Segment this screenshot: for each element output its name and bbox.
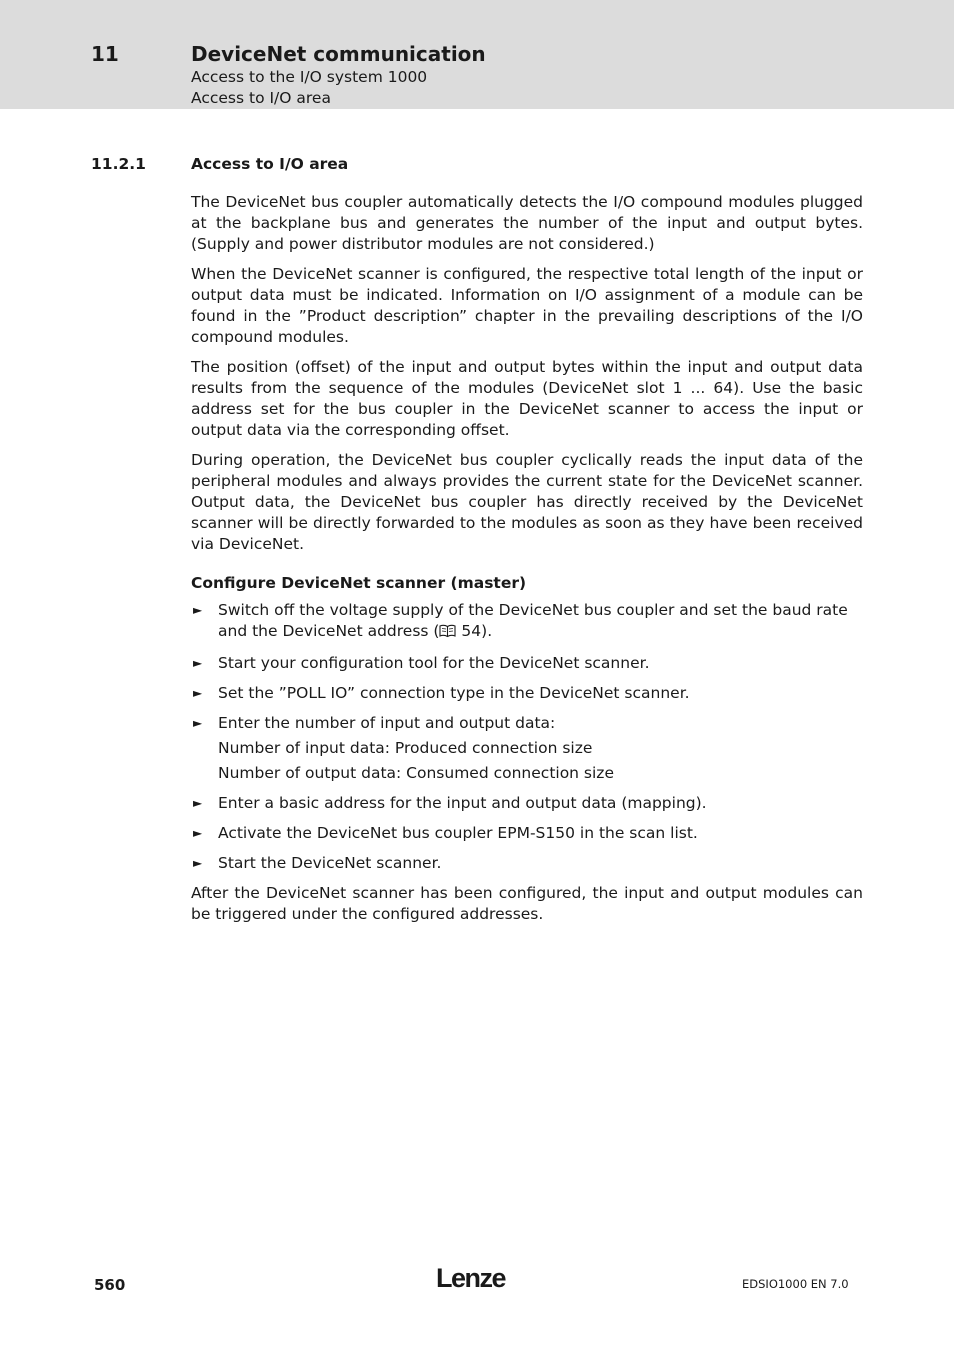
body-text (191, 192, 863, 934)
list-item (191, 653, 863, 674)
bullet-arrow-icon: ► (193, 656, 203, 670)
step-3-text: Set the ”POLL IO” connection type in the DeviceNet scanner. (218, 684, 690, 702)
paragraph-3: The position (offset) of the input and output bytes within the input and output data results from the sequence of the modules (DeviceNet slot 1 ... 64). Use the basic address set for the bus coupler in the DeviceNet scanner to access the input or output data via the corresponding offset. (191, 358, 863, 439)
chapter-subtitle-1: Access to the I/O system 1000 (191, 68, 428, 86)
step-1-end: ). (481, 622, 493, 640)
list-item (191, 713, 863, 784)
chapter-number: 11 (91, 42, 119, 66)
step-7-text: Start the DeviceNet scanner. (218, 854, 442, 872)
bullet-arrow-icon: ► (193, 796, 203, 810)
paragraph-1: The DeviceNet bus coupler automatically detects the I/O compound modules plugged at the backplane bus and generates the number of the input and output bytes. (Supply and power distributor modules are not considered.) (191, 193, 863, 253)
list-item (191, 793, 863, 814)
bullet-arrow-icon: ► (193, 856, 203, 870)
step-5-text: Enter a basic address for the input and output data (mapping). (218, 794, 707, 812)
step-1-text: Switch off the voltage supply of the DeviceNet bus coupler and set the baud rate and the DeviceNet address ( (218, 601, 848, 640)
page-reference-link[interactable]: 54 (461, 622, 482, 640)
closing-paragraph: After the DeviceNet scanner has been configured, the input and output modules can be triggered under the configured addresses. (191, 884, 863, 923)
list-item (191, 683, 863, 704)
logo-text: Lenze (436, 1263, 506, 1293)
section-title: Access to I/O area (191, 155, 349, 173)
step-2-text: Start your configuration tool for the DeviceNet scanner. (218, 654, 650, 672)
chapter-subtitle-2: Access to I/O area (191, 89, 331, 107)
section-number: 11.2.1 (91, 155, 146, 173)
list-item (191, 823, 863, 844)
list-item (191, 853, 863, 874)
bullet-arrow-icon: ► (193, 603, 203, 617)
step-4-input-line: Number of input data: Produced connection size (218, 739, 593, 757)
step-4-output-line: Number of output data: Consumed connection size (218, 764, 614, 782)
bullet-arrow-icon: ► (193, 826, 203, 840)
chapter-header-band (0, 0, 954, 109)
document-id: EDSIO1000 EN 7.0 (742, 1277, 849, 1291)
list-item (191, 600, 863, 644)
paragraph-4: During operation, the DeviceNet bus coupler cyclically reads the input data of the peripheral modules and always provides the current state for the DeviceNet scanner. Output data, the DeviceNet bus coupler has directly received by the DeviceNet scanner will be directly forwarded to the modules as soon as they have been received via DeviceNet. (191, 451, 863, 553)
bullet-arrow-icon: ► (193, 716, 203, 730)
paragraph-2: When the DeviceNet scanner is configured, the respective total length of the input or output data must be indicated. Information on I/O assignment of a module can be found in the ”Product description” chapter in the prevailing descriptions of the I/O compound modules. (191, 265, 863, 346)
configure-steps-list (191, 600, 863, 874)
chapter-title: DeviceNet communication (191, 42, 486, 66)
step-4-text: Enter the number of input and output data: (218, 714, 556, 732)
step-6-text: Activate the DeviceNet bus coupler EPM-S150 in the scan list. (218, 824, 698, 842)
configure-heading: Configure DeviceNet scanner (master) (191, 574, 527, 592)
bullet-arrow-icon: ► (193, 686, 203, 700)
page-number: 560 (94, 1276, 126, 1294)
lenze-logo (436, 1263, 516, 1297)
book-icon (439, 623, 456, 644)
